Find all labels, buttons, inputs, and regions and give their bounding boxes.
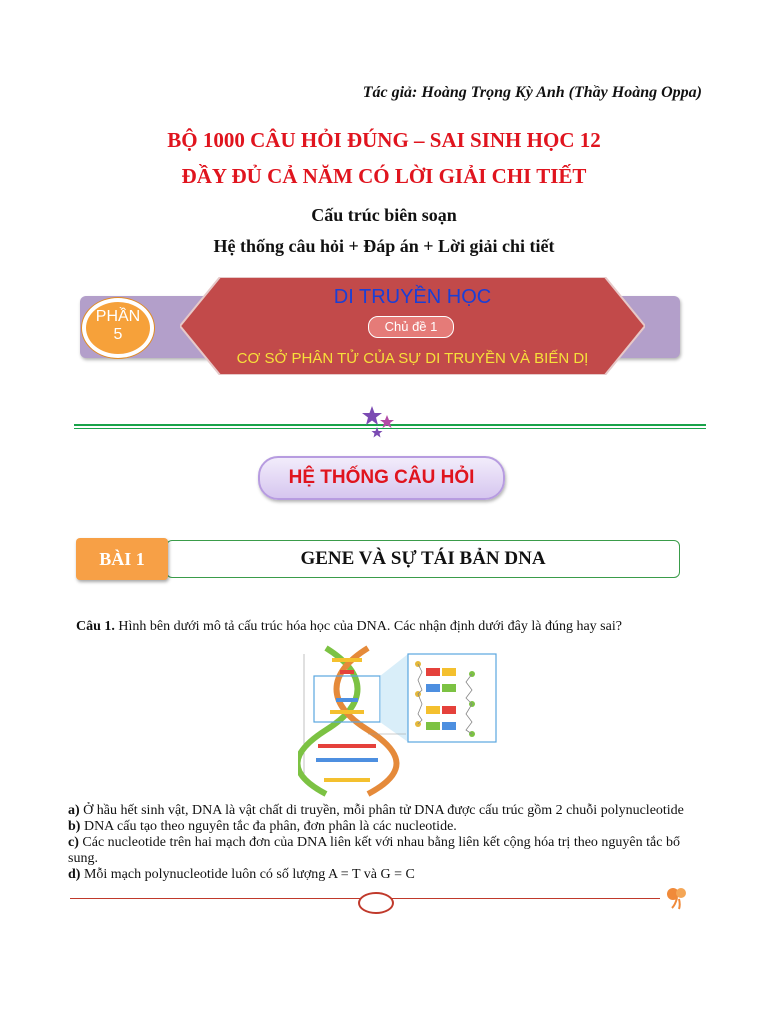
answer-d-label: d) bbox=[68, 867, 81, 882]
part-label: PHẦN bbox=[95, 308, 141, 325]
banner-main-title: DI TRUYỀN HỌC bbox=[333, 286, 492, 308]
answer-a-label: a) bbox=[68, 803, 80, 818]
lesson-title: GENE VÀ SỰ TÁI BẢN DNA bbox=[166, 540, 680, 578]
footer-oval-icon bbox=[358, 892, 394, 914]
question-body: Hình bên dưới mô tả cấu trúc hóa học của DNA. Các nhận định dưới đây là đúng hay sai? bbox=[114, 619, 622, 634]
answer-b-text: DNA cấu tạo theo nguyên tắc đa phân, đơn phân là các nucleotide. bbox=[80, 819, 457, 834]
answer-d bbox=[68, 867, 712, 883]
banner-subtitle: CƠ SỞ PHÂN TỬ CỦA SỰ DI TRUYỀN VÀ BIẾN DỊ bbox=[236, 350, 589, 367]
part-number: 5 bbox=[113, 326, 123, 343]
title-line-2: ĐẦY ĐỦ CẢ NĂM CÓ LỜI GIẢI CHI TIẾT bbox=[181, 164, 587, 188]
answer-c bbox=[68, 835, 712, 867]
answer-a bbox=[68, 803, 712, 819]
question-number: Câu 1. bbox=[76, 619, 115, 634]
dna-structure-figure bbox=[298, 634, 498, 802]
part-badge bbox=[82, 298, 154, 358]
subtitle-line-1: Cấu trúc biên soạn bbox=[311, 205, 457, 225]
answer-b-label: b) bbox=[68, 819, 81, 834]
topic-badge: Chủ đề 1 bbox=[368, 316, 454, 338]
answer-d-text: Mỗi mạch polynucleotide luôn có số lượng A = T và G = C bbox=[80, 867, 415, 882]
title-line-1: BỘ 1000 CÂU HỎI ĐÚNG – SAI SINH HỌC 12 bbox=[167, 128, 601, 152]
stars-icon bbox=[360, 406, 400, 440]
lesson-tag: BÀI 1 bbox=[76, 538, 168, 580]
question-text bbox=[76, 619, 706, 635]
subtitle-line-2: Hệ thống câu hỏi + Đáp án + Lời giải chi tiết bbox=[213, 236, 555, 256]
answer-list bbox=[68, 803, 712, 883]
answer-b bbox=[68, 819, 712, 835]
answer-a-text: Ở hầu hết sinh vật, DNA là vật chất di truyền, mỗi phân tử DNA được cấu trúc gồm 2 chuỗi polynucleotide bbox=[79, 803, 684, 818]
footer-flower-icon bbox=[664, 884, 690, 910]
answer-c-text: Các nucleotide trên hai mạch đơn của DNA liên kết với nhau bằng liên kết cộng hóa trị theo nguyên tắc bổ sung. bbox=[68, 835, 680, 866]
answer-c-label: c) bbox=[68, 835, 79, 850]
author-line: Tác giả: Hoàng Trọng Kỳ Anh (Thầy Hoàng Oppa) bbox=[362, 84, 702, 101]
section-heading: HỆ THỐNG CÂU HỎI bbox=[258, 456, 505, 500]
